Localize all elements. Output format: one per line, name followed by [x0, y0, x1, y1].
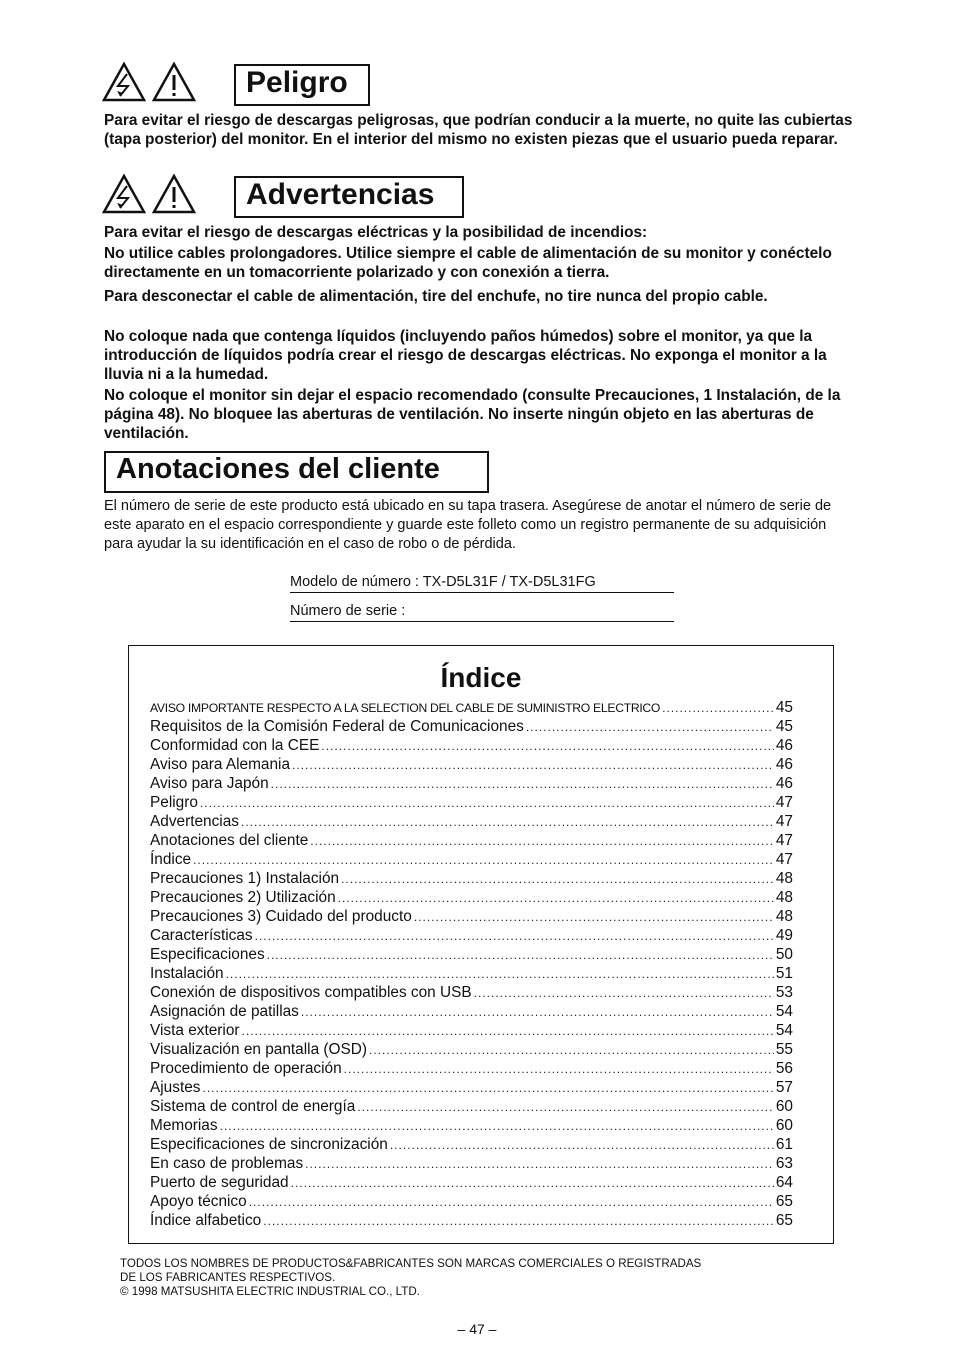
toc-entry: [150, 774, 793, 793]
toc-entry-label: Índice alfabetico: [150, 1212, 262, 1229]
toc-entry-label: Instalación: [150, 965, 224, 982]
toc-entry-page: 47: [775, 794, 793, 811]
toc-entry-label: Aviso para Japón: [150, 775, 269, 792]
toc-entry-page: 64: [775, 1174, 793, 1191]
toc-entry-label: Visualización en pantalla (OSD): [150, 1041, 368, 1058]
toc-entry-page: 56: [775, 1060, 793, 1077]
toc-leader-dots: [226, 965, 774, 983]
trademark-notice: [120, 1257, 850, 1299]
toc-leader-dots: [271, 775, 774, 793]
warnings-paragraph: Para evitar el riesgo de descargas eléctricas y la posibilidad de incendios:: [104, 224, 648, 241]
trademark-line: DE LOS FABRICANTES RESPECTIVOS.: [120, 1271, 336, 1284]
toc-entry-page: 57: [775, 1079, 793, 1096]
toc-leader-dots: [267, 946, 774, 964]
toc-entry-page: 65: [775, 1212, 793, 1229]
toc-entry-page: 55: [775, 1041, 793, 1058]
toc-entry-label: Memorias: [150, 1117, 218, 1134]
toc-leader-dots: [390, 1136, 774, 1154]
toc-leader-dots: [255, 927, 774, 945]
toc-leader-dots: [369, 1041, 774, 1059]
toc-entry: [150, 1078, 793, 1097]
warnings-paragraph: No coloque nada que contenga líquidos (incluyendo paños húmedos) sobre el monitor, ya que la introducción de líquidos podría crear el riesgo de descargas eléctricas. No exponga el monitor a la lluvia ni a la humedad.: [104, 328, 827, 383]
toc-leader-dots: [220, 1117, 774, 1135]
toc-entry-label: Precauciones 2) Utilización: [150, 889, 336, 906]
toc-entry-page: 51: [775, 965, 793, 982]
toc-leader-dots: [202, 1079, 773, 1097]
toc-entry-page: 47: [775, 851, 793, 868]
toc-entry-page: 54: [775, 1003, 793, 1020]
toc-entry-label: Especificaciones de sincronización: [150, 1136, 388, 1153]
toc-entry-label: Ajustes: [150, 1079, 201, 1096]
danger-icons: [102, 62, 196, 102]
toc-entry-page: 61: [775, 1136, 793, 1153]
toc-entry-page: 63: [775, 1155, 793, 1172]
toc-entry-page: 49: [775, 927, 793, 944]
toc-entry-page: 46: [775, 775, 793, 792]
toc-entry: [150, 755, 793, 774]
exclamation-warning-icon: [152, 62, 196, 102]
toc-entry: [150, 1211, 793, 1230]
toc-entry-label: Procedimiento de operación: [150, 1060, 342, 1077]
toc-entry-page: 46: [775, 756, 793, 773]
trademark-line: TODOS LOS NOMBRES DE PRODUCTOS&FABRICANTES SON MARCAS COMERCIALES O REGISTRADAS: [120, 1257, 702, 1270]
toc-entry-page: 54: [775, 1022, 793, 1039]
toc-entry-label: Puerto de seguridad: [150, 1174, 289, 1191]
danger-title: Peligro: [234, 64, 370, 106]
toc-entry: [150, 1040, 793, 1059]
toc-leader-dots: [321, 737, 773, 755]
toc-entry-label: Precauciones 3) Cuidado del producto: [150, 908, 412, 925]
toc-leader-dots: [292, 756, 774, 774]
electric-shock-warning-icon: [102, 174, 146, 214]
toc-entry: [150, 1021, 793, 1040]
toc-entry: [150, 869, 793, 888]
toc-entry-label: Especificaciones: [150, 946, 265, 963]
page-number: – 47 –: [457, 1321, 497, 1337]
toc-entry-page: 65: [775, 1193, 793, 1210]
toc-entry-label: Conexión de dispositivos compatibles con USB: [150, 984, 472, 1001]
index-title: Índice: [440, 662, 522, 693]
toc-leader-dots: [291, 1174, 774, 1192]
toc-entry: [150, 1116, 793, 1135]
toc-leader-dots: [249, 1193, 774, 1211]
toc-entry-label: Sistema de control de energía: [150, 1098, 356, 1115]
electric-shock-warning-icon: [102, 62, 146, 102]
toc-entry: [150, 983, 793, 1002]
index-box: [128, 645, 834, 1244]
toc-entry-page: 48: [775, 889, 793, 906]
toc-leader-dots: [357, 1098, 774, 1116]
toc-entry-page: 48: [775, 908, 793, 925]
toc-entry-page: 47: [775, 832, 793, 849]
exclamation-warning-icon: [152, 174, 196, 214]
toc-entry: [150, 1192, 793, 1211]
toc-leader-dots: [526, 718, 774, 736]
toc-entry: [150, 698, 793, 717]
toc-entry-label: Vista exterior: [150, 1022, 240, 1039]
toc-entry: [150, 850, 793, 869]
toc-entry: [150, 1059, 793, 1078]
toc-leader-dots: [344, 1060, 774, 1078]
toc-entry-page: 53: [775, 984, 793, 1001]
toc-entry-label: Advertencias: [150, 813, 239, 830]
toc-entry-label: Requisitos de la Comisión Federal de Comunicaciones: [150, 718, 524, 735]
toc-entry-label: Apoyo técnico: [150, 1193, 247, 1210]
toc-entry: [150, 736, 793, 755]
warnings-paragraph: No coloque el monitor sin dejar el espacio recomendado (consulte Precauciones, 1 Instalación, de la página 48). No bloquee las aberturas de ventilación. No inserte ningún objeto en las aberturas de ventilación.: [104, 387, 841, 442]
toc-leader-dots: [341, 870, 774, 888]
toc-leader-dots: [242, 1022, 774, 1040]
toc-entry: [150, 907, 793, 926]
toc-entry-page: 60: [775, 1098, 793, 1115]
toc-entry: [150, 812, 793, 831]
toc-leader-dots: [305, 1155, 774, 1173]
toc-entry: [150, 1002, 793, 1021]
toc-entry-page: 60: [775, 1117, 793, 1134]
toc-entry-label: Conformidad con la CEE: [150, 737, 320, 754]
toc-leader-dots: [414, 908, 774, 926]
toc-leader-dots: [263, 1212, 774, 1230]
toc-leader-dots: [193, 851, 774, 869]
toc-entry: [150, 831, 793, 850]
toc-entry-page: 45: [775, 699, 793, 716]
toc-entry: [150, 888, 793, 907]
toc-entry: [150, 1135, 793, 1154]
warning-icons: [102, 174, 196, 214]
toc-entry-label: Precauciones 1) Instalación: [150, 870, 340, 887]
warnings-title: Advertencias: [234, 176, 464, 218]
model-number-field: Modelo de número : TX-D5L31F / TX-D5L31FG: [290, 572, 674, 593]
toc-entry: [150, 793, 793, 812]
toc-entry-page: 47: [775, 813, 793, 830]
toc-entry-page: 46: [775, 737, 793, 754]
toc-entry: [150, 1097, 793, 1116]
toc-leader-dots: [310, 832, 774, 850]
toc-entry-label: Aviso para Alemania: [150, 756, 291, 773]
toc-entry-label: Índice: [150, 851, 192, 868]
toc-leader-dots: [338, 889, 774, 907]
toc-entry-page: 48: [775, 870, 793, 887]
toc-entry-page: 45: [775, 718, 793, 735]
table-of-contents: [150, 698, 793, 1230]
copyright-line: © 1998 MATSUSHITA ELECTRIC INDUSTRIAL CO., LTD.: [120, 1285, 420, 1298]
danger-text: Para evitar el riesgo de descargas peligrosas, que podrían conducir a la muerte, no quite las cubiertas (tapa posterior) del monitor. En el interior del mismo no existen piezas que el usuario pueda reparar.: [104, 112, 853, 148]
toc-leader-dots: [241, 813, 774, 831]
toc-leader-dots: [474, 984, 774, 1002]
toc-entry: [150, 1154, 793, 1173]
toc-entry-label: Anotaciones del cliente: [150, 832, 309, 849]
warnings-paragraph: No utilice cables prolongadores. Utilice siempre el cable de alimentación de su monitor y conéctelo directamente en un tomacorriente polarizado y con conexión a tierra.: [104, 245, 832, 281]
toc-leader-dots: [301, 1003, 774, 1021]
toc-entry-label: Peligro: [150, 794, 198, 811]
warnings-paragraph: Para desconectar el cable de alimentación, tire del enchufe, no tire nunca del propio cable.: [104, 288, 768, 305]
serial-number-field: Número de serie :: [290, 601, 674, 622]
toc-entry: [150, 945, 793, 964]
toc-entry: [150, 964, 793, 983]
toc-entry: [150, 1173, 793, 1192]
toc-entry: [150, 717, 793, 736]
customer-text: El número de serie de este producto está ubicado en su tapa trasera. Asegúrese de anotar el número de serie de este aparato en el espacio correspondiente y guarde este folleto como un registro permanente de su adquisición para ayudar la su identificación en el caso de robo o de pérdida.: [104, 498, 832, 552]
toc-entry-label: En caso de problemas: [150, 1155, 304, 1172]
toc-entry-label: AVISO IMPORTANTE RESPECTO A LA SELECTION DEL CABLE DE SUMINISTRO ELECTRICO: [150, 701, 661, 715]
toc-entry-label: Características: [150, 927, 253, 944]
toc-leader-dots: [200, 794, 774, 812]
toc-entry-label: Asignación de patillas: [150, 1003, 299, 1020]
toc-entry-page: 50: [775, 946, 793, 963]
customer-title: Anotaciones del cliente: [104, 451, 489, 493]
toc-leader-dots: [662, 699, 774, 717]
toc-entry: [150, 926, 793, 945]
